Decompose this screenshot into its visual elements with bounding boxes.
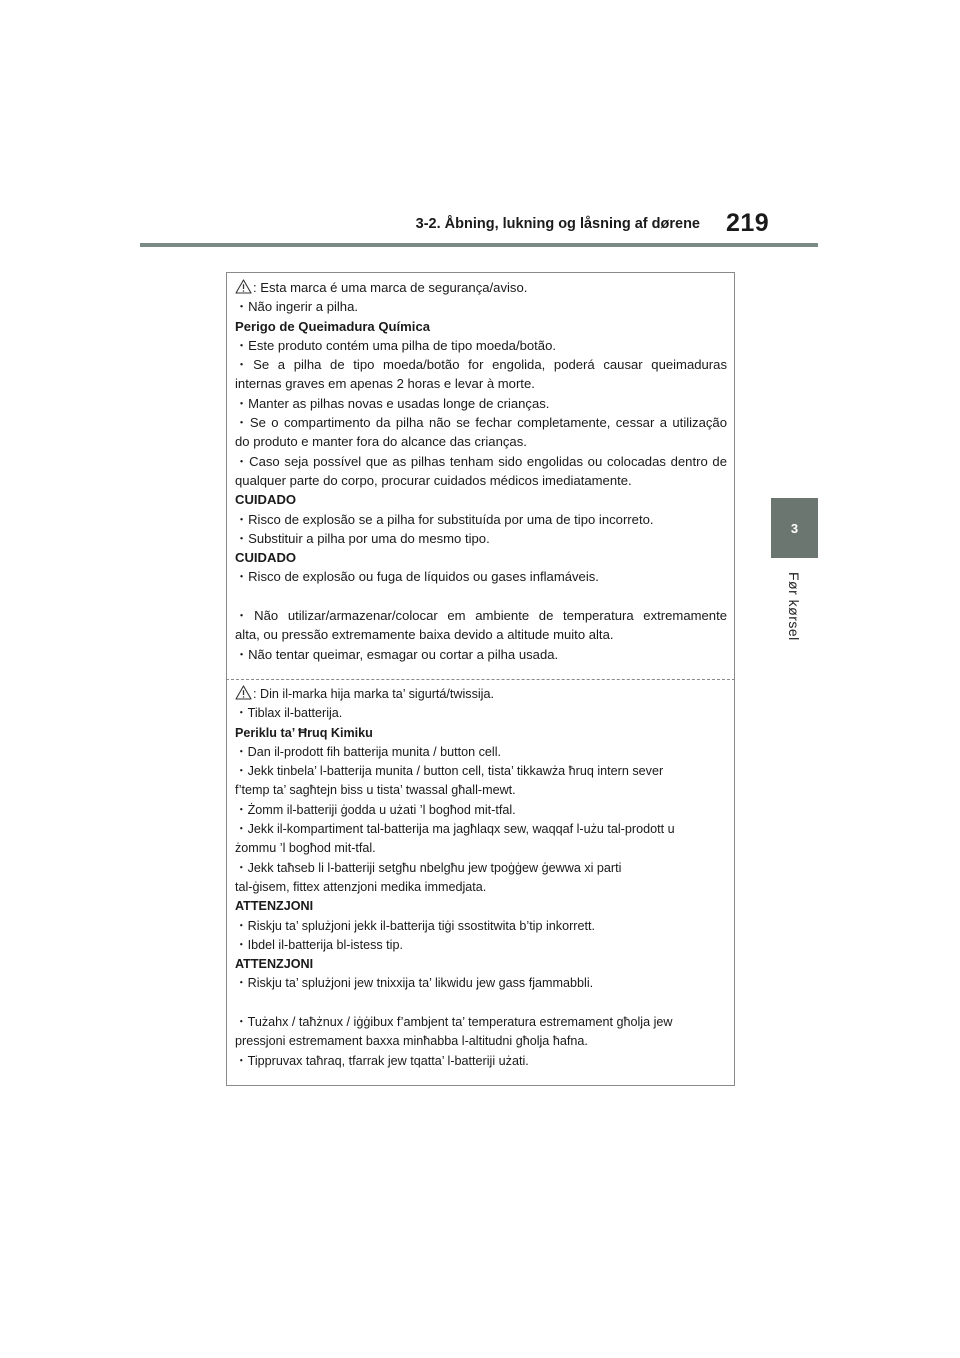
text-line: f’temp ta’ sagħtejn biss u tista’ twassal għall-mewt.	[235, 783, 516, 798]
text-line: ・Dan il-prodott fih batterija munita / button cell.	[235, 744, 501, 759]
warning-triangle-icon	[235, 685, 252, 700]
text-line: ・Caso seja possível que as pilhas tenham sido engolidas ou colocadas dentro de	[235, 453, 727, 469]
spacer	[235, 994, 727, 1013]
subheading: CUIDADO	[235, 550, 297, 566]
text-line: ・Manter as pilhas novas e usadas longe de crianças.	[235, 395, 550, 411]
chapter-tab	[771, 498, 818, 558]
warning-section-portuguese	[235, 278, 727, 664]
text-line: ・Não utilizar/armazenar/colocar em ambiente de temperatura extremamente	[235, 608, 727, 624]
subheading: ATTENZJONI	[235, 957, 314, 972]
text-line: żommu ’l bogħod mit-tfal.	[235, 841, 376, 856]
chapter-number: 3	[790, 520, 799, 536]
warning-triangle-icon	[235, 279, 252, 294]
warning-section-maltese	[235, 685, 727, 1071]
text-line: tal-ġisem, fittex attenzjoni medika immedjata.	[235, 879, 487, 894]
text-line: ・Não tentar queimar, esmagar ou cortar a pilha usada.	[235, 646, 559, 662]
text-line: ・Jekk tinbela’ l-batterija munita / button cell, tista’ tikkawża ħruq intern sever	[235, 764, 664, 779]
text-line: ・Se a pilha de tipo moeda/botão for engolida, poderá causar queimaduras	[235, 357, 727, 373]
spacer	[235, 587, 727, 606]
chapter-label: Før kørsel	[786, 572, 802, 641]
subheading: ATTENZJONI	[235, 899, 314, 914]
warning-heading: : Esta marca é uma marca de segurança/aviso.	[235, 278, 727, 297]
running-header-title: 3-2. Åbning, lukning og låsning af dørene	[415, 216, 700, 232]
text-line: ・Ibdel il-batterija bl-istess tip.	[235, 937, 403, 952]
page-number: 219	[726, 209, 770, 237]
text-line: ・Se o compartimento da pilha não se fechar completamente, cessar a utilização	[235, 415, 727, 431]
text-line: ・Riskju ta’ splużjoni jew tnixxija ta’ likwidu jew gass fjammabbli.	[235, 976, 594, 991]
warning-heading: : Din il-marka hija marka ta’ sigurtá/twissija.	[235, 685, 727, 704]
text-line: do produto e manter fora do alcance das crianças.	[235, 434, 527, 450]
text-line: ・Substituir a pilha por uma do mesmo tipo.	[235, 530, 490, 546]
text-line: ・Tiblax il-batterija.	[235, 706, 343, 721]
text-line: internas graves em apenas 2 horas e levar à morte.	[235, 376, 535, 392]
text-line: pressjoni estremament baxxa minħabba l-altitudni għolja ħafna.	[235, 1034, 588, 1049]
text-line: qualquer parte do corpo, procurar cuidados médicos imediatamente.	[235, 472, 632, 488]
text-line: ・Jekk il-kompartiment tal-batterija ma jagħlaqx sew, waqqaf l-użu tal-prodott u	[235, 822, 675, 837]
text-line: ・Jekk taħseb li l-batteriji setgħu nbelgħu jew tpoġġew ġewwa xi parti	[235, 860, 622, 875]
subheading: Periklu ta’ Ħruq Kimiku	[235, 725, 373, 740]
text-line: ・Risco de explosão se a pilha for substituída por uma de tipo incorreto.	[235, 511, 654, 527]
text-line: ・Risco de explosão ou fuga de líquidos ou gases inflamáveis.	[235, 569, 599, 585]
subheading: Perigo de Queimadura Química	[235, 318, 431, 334]
text-line: ・Não ingerir a pilha.	[235, 299, 358, 315]
text-line: ・Żomm il-batteriji ġodda u użati ’l bogħod mit-tfal.	[235, 802, 516, 817]
text-line: ・Tużahx / taħżnux / iġġibux f’ambjent ta’ temperatura estremament għolja jew	[235, 1015, 673, 1030]
text-line: ・Este produto contém uma pilha de tipo moeda/botão.	[235, 337, 556, 353]
text-line: ・Tippruvax taħraq, tfarrak jew tqatta’ l-batteriji użati.	[235, 1053, 529, 1068]
text-line: alta, ou pressão extremamente baixa devido a altitude muito alta.	[235, 627, 614, 643]
text-line: ・Riskju ta’ splużjoni jekk il-batterija tiġi ssostitwita b’tip inkorrett.	[235, 918, 595, 933]
subheading: CUIDADO	[235, 492, 297, 508]
section-divider	[226, 679, 735, 680]
header-rule	[140, 243, 818, 247]
